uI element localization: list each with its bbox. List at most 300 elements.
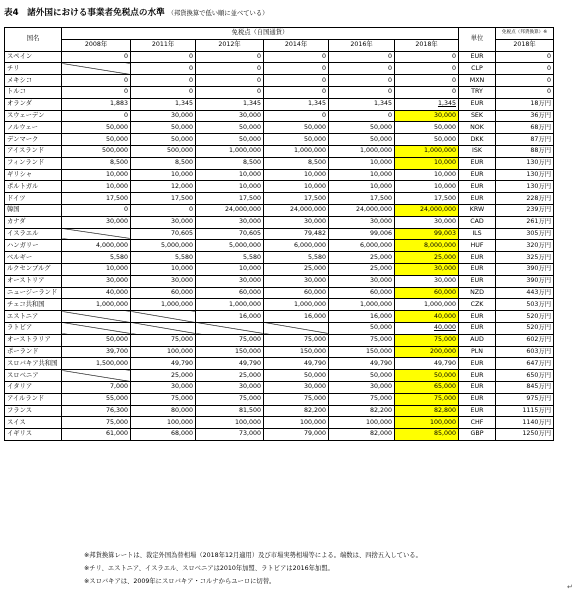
currency-unit: EUR — [459, 169, 496, 181]
threshold-value: 50,000 — [395, 134, 459, 146]
threshold-value: 1,000,000 — [131, 299, 196, 311]
currency-unit: TRY — [459, 86, 496, 98]
threshold-value: 1,345 — [329, 98, 395, 110]
yen-value: 130万円 — [496, 181, 554, 193]
threshold-value: 24,000,000 — [329, 204, 395, 216]
header-yen-year: 2018年 — [496, 39, 554, 51]
threshold-value: 16,000 — [329, 311, 395, 323]
threshold-value: 0 — [329, 63, 395, 75]
threshold-value: 0 — [264, 75, 329, 87]
threshold-value: 10,000 — [62, 181, 131, 193]
threshold-value: 30,000 — [196, 275, 264, 287]
threshold-value: 8,500 — [62, 157, 131, 169]
threshold-value: 49,790 — [395, 358, 459, 370]
na-cell — [196, 322, 264, 334]
threshold-value: 10,000 — [329, 157, 395, 169]
threshold-value: 30,000 — [329, 275, 395, 287]
table-row — [5, 370, 554, 382]
na-cell — [62, 63, 131, 75]
threshold-value: 99,006 — [329, 228, 395, 240]
threshold-value: 10,000 — [196, 263, 264, 275]
threshold-value: 10,000 — [196, 181, 264, 193]
yen-value: 390万円 — [496, 263, 554, 275]
threshold-value: 5,580 — [62, 252, 131, 264]
threshold-value: 75,000 — [131, 393, 196, 405]
threshold-value: 60,000 — [329, 287, 395, 299]
threshold-value: 30,000 — [395, 216, 459, 228]
threshold-value: 75,000 — [196, 334, 264, 346]
threshold-value: 99,003 — [395, 228, 459, 240]
threshold-value: 0 — [395, 51, 459, 63]
currency-unit: PLN — [459, 346, 496, 358]
currency-unit: EUR — [459, 275, 496, 287]
table-row — [5, 429, 554, 441]
threshold-value: 7,000 — [62, 381, 131, 393]
threshold-value: 1,000,000 — [264, 145, 329, 157]
threshold-value: 0 — [264, 86, 329, 98]
threshold-value: 1,500,000 — [62, 358, 131, 370]
threshold-value: 0 — [329, 51, 395, 63]
threshold-value: 0 — [329, 75, 395, 87]
threshold-value: 8,000,000 — [395, 240, 459, 252]
threshold-value: 39,700 — [62, 346, 131, 358]
note-line: ※邦貨換算レートは、裁定外国為替相場（2018年12月適用）及び市場実勢相場等による。端数は、四捨五入している。 — [84, 552, 422, 559]
header-year: 2018年 — [395, 39, 459, 51]
currency-unit: HUF — [459, 240, 496, 252]
yen-value: 845万円 — [496, 381, 554, 393]
threshold-value: 10,000 — [395, 169, 459, 181]
threshold-value: 150,000 — [329, 346, 395, 358]
country-name: ハンガリー — [5, 240, 62, 252]
currency-unit: EUR — [459, 157, 496, 169]
na-cell — [62, 370, 131, 382]
yen-value: 261万円 — [496, 216, 554, 228]
yen-value: 975万円 — [496, 393, 554, 405]
yen-value: 0 — [496, 63, 554, 75]
notes — [84, 549, 422, 588]
yen-value: 0 — [496, 51, 554, 63]
table-row — [5, 240, 554, 252]
threshold-value: 75,000 — [62, 417, 131, 429]
threshold-value: 50,000 — [131, 122, 196, 134]
yen-value: 1115万円 — [496, 405, 554, 417]
threshold-value: 25,000 — [329, 263, 395, 275]
threshold-value: 49,790 — [264, 358, 329, 370]
threshold-value: 100,000 — [395, 417, 459, 429]
threshold-value: 0 — [196, 86, 264, 98]
threshold-value: 10,000 — [131, 169, 196, 181]
threshold-value: 75,000 — [131, 334, 196, 346]
country-name: カナダ — [5, 216, 62, 228]
threshold-value: 50,000 — [131, 134, 196, 146]
threshold-value: 1,000,000 — [264, 299, 329, 311]
threshold-value: 50,000 — [395, 370, 459, 382]
currency-unit: ILS — [459, 228, 496, 240]
country-name: ベルギー — [5, 252, 62, 264]
threshold-value: 30,000 — [329, 381, 395, 393]
table-row — [5, 263, 554, 275]
country-name: ルクセンブルグ — [5, 263, 62, 275]
yen-value: 602万円 — [496, 334, 554, 346]
currency-unit: MXN — [459, 75, 496, 87]
table-row — [5, 157, 554, 169]
threshold-value: 0 — [264, 51, 329, 63]
threshold-value: 0 — [131, 63, 196, 75]
table-row — [5, 193, 554, 205]
yen-value: 647万円 — [496, 358, 554, 370]
threshold-value: 500,000 — [62, 145, 131, 157]
threshold-value: 61,000 — [62, 429, 131, 441]
threshold-value: 6,000,000 — [329, 240, 395, 252]
yen-value: 0 — [496, 86, 554, 98]
threshold-value: 0 — [131, 86, 196, 98]
na-cell — [62, 322, 131, 334]
threshold-value: 17,500 — [395, 193, 459, 205]
country-name: チリ — [5, 63, 62, 75]
threshold-value: 55,000 — [62, 393, 131, 405]
threshold-value: 1,000,000 — [329, 145, 395, 157]
threshold-value: 75,000 — [329, 334, 395, 346]
threshold-value: 50,000 — [264, 134, 329, 146]
table-row — [5, 110, 554, 122]
threshold-value: 0 — [62, 86, 131, 98]
currency-unit: NZD — [459, 287, 496, 299]
country-name: フィンランド — [5, 157, 62, 169]
yen-value: 88万円 — [496, 145, 554, 157]
title-subtitle: （邦貨換算で低い順に並べている） — [167, 10, 269, 17]
threshold-value: 30,000 — [264, 216, 329, 228]
na-cell — [62, 228, 131, 240]
threshold-value: 82,800 — [395, 405, 459, 417]
threshold-value: 0 — [395, 86, 459, 98]
threshold-value: 24,000,000 — [395, 204, 459, 216]
yen-value: 228万円 — [496, 193, 554, 205]
table-row — [5, 122, 554, 134]
currency-unit: CLP — [459, 63, 496, 75]
country-name: ポルトガル — [5, 181, 62, 193]
threshold-value: 40,000 — [395, 311, 459, 323]
threshold-value: 30,000 — [62, 216, 131, 228]
yen-value: 520万円 — [496, 322, 554, 334]
threshold-value: 200,000 — [395, 346, 459, 358]
header-row-1 — [5, 28, 554, 40]
yen-value: 325万円 — [496, 252, 554, 264]
threshold-value: 0 — [196, 75, 264, 87]
threshold-value: 68,000 — [131, 429, 196, 441]
threshold-value: 25,000 — [329, 252, 395, 264]
header-year: 2012年 — [196, 39, 264, 51]
threshold-value: 17,500 — [62, 193, 131, 205]
country-name: イタリア — [5, 381, 62, 393]
currency-unit: EUR — [459, 358, 496, 370]
header-threshold: 免税点（自国通貨） — [62, 28, 459, 40]
threshold-value: 75,000 — [395, 334, 459, 346]
country-name: ノルウェー — [5, 122, 62, 134]
threshold-value: 30,000 — [264, 275, 329, 287]
threshold-value: 75,000 — [264, 393, 329, 405]
country-name: チェコ共和国 — [5, 299, 62, 311]
threshold-value: 30,000 — [196, 110, 264, 122]
threshold-value: 50,000 — [395, 122, 459, 134]
table-row — [5, 311, 554, 323]
threshold-value: 30,000 — [131, 110, 196, 122]
country-name: オーストリア — [5, 275, 62, 287]
table-row — [5, 381, 554, 393]
threshold-value: 25,000 — [131, 370, 196, 382]
threshold-value: 6,000,000 — [264, 240, 329, 252]
threshold-value: 60,000 — [395, 287, 459, 299]
threshold-value: 50,000 — [62, 122, 131, 134]
threshold-value: 1,345 — [264, 98, 329, 110]
na-cell — [131, 311, 196, 323]
threshold-value: 5,000,000 — [196, 240, 264, 252]
currency-unit: SEK — [459, 110, 496, 122]
table-row — [5, 181, 554, 193]
country-name: スペイン — [5, 51, 62, 63]
currency-unit: CAD — [459, 216, 496, 228]
table-row — [5, 299, 554, 311]
threshold-value: 80,000 — [131, 405, 196, 417]
threshold-value: 40,000 — [62, 287, 131, 299]
threshold-value: 17,500 — [329, 193, 395, 205]
note-line: ※チリ、エストニア、イスラエル、スロベニアは2010年加盟、ラトビアは2016年加盟。 — [84, 565, 334, 572]
yen-value: 130万円 — [496, 169, 554, 181]
table-title — [4, 6, 268, 18]
country-name: デンマーク — [5, 134, 62, 146]
threshold-value: 1,000,000 — [395, 299, 459, 311]
threshold-value: 30,000 — [62, 275, 131, 287]
country-name: フランス — [5, 405, 62, 417]
threshold-value: 60,000 — [131, 287, 196, 299]
threshold-value: 10,000 — [329, 181, 395, 193]
threshold-value: 8,500 — [131, 157, 196, 169]
threshold-value: 49,790 — [131, 358, 196, 370]
table-row — [5, 358, 554, 370]
threshold-value: 50,000 — [264, 370, 329, 382]
country-name: アイルランド — [5, 393, 62, 405]
table-row — [5, 393, 554, 405]
threshold-value: 8,500 — [196, 157, 264, 169]
threshold-value: 0 — [131, 204, 196, 216]
threshold-value: 79,000 — [264, 429, 329, 441]
threshold-value: 5,000,000 — [131, 240, 196, 252]
header-year: 2008年 — [62, 39, 131, 51]
country-name: ギリシャ — [5, 169, 62, 181]
currency-unit: EUR — [459, 181, 496, 193]
currency-unit: EUR — [459, 322, 496, 334]
country-name: オランダ — [5, 98, 62, 110]
yen-value: 18万円 — [496, 98, 554, 110]
threshold-value: 1,883 — [62, 98, 131, 110]
threshold-value: 12,000 — [131, 181, 196, 193]
threshold-value: 75,000 — [395, 393, 459, 405]
yen-value: 0 — [496, 75, 554, 87]
yen-value: 650万円 — [496, 370, 554, 382]
threshold-value: 150,000 — [264, 346, 329, 358]
threshold-value: 0 — [196, 51, 264, 63]
threshold-value: 500,000 — [131, 145, 196, 157]
threshold-value: 4,000,000 — [62, 240, 131, 252]
return-mark-icon: ↵ — [567, 583, 573, 591]
threshold-value: 30,000 — [196, 381, 264, 393]
yen-value: 130万円 — [496, 157, 554, 169]
threshold-value: 25,000 — [264, 263, 329, 275]
threshold-value: 85,000 — [395, 429, 459, 441]
threshold-table — [4, 27, 554, 441]
table-row — [5, 145, 554, 157]
threshold-value: 10,000 — [329, 169, 395, 181]
country-name: スロベニア — [5, 370, 62, 382]
yen-value: 239万円 — [496, 204, 554, 216]
table-row — [5, 346, 554, 358]
threshold-value: 1,000,000 — [395, 145, 459, 157]
currency-unit: AUD — [459, 334, 496, 346]
threshold-value: 25,000 — [196, 370, 264, 382]
country-name: ニュージーランド — [5, 287, 62, 299]
note-line: ※スロバキアは、2009年にスロバキア・コルナからユーロに切替。 — [84, 578, 276, 585]
table-row — [5, 134, 554, 146]
country-name: トルコ — [5, 86, 62, 98]
threshold-value: 73,000 — [196, 429, 264, 441]
threshold-value: 65,000 — [395, 381, 459, 393]
country-name: エストニア — [5, 311, 62, 323]
threshold-value: 50,000 — [329, 122, 395, 134]
threshold-value: 60,000 — [196, 287, 264, 299]
threshold-value: 50,000 — [196, 122, 264, 134]
threshold-value: 0 — [395, 75, 459, 87]
threshold-value: 0 — [329, 110, 395, 122]
threshold-value: 49,790 — [196, 358, 264, 370]
threshold-value: 17,500 — [196, 193, 264, 205]
threshold-value: 10,000 — [62, 263, 131, 275]
threshold-value: 17,500 — [264, 193, 329, 205]
threshold-value: 10,000 — [395, 157, 459, 169]
table-row — [5, 216, 554, 228]
threshold-value: 10,000 — [264, 181, 329, 193]
table-row — [5, 169, 554, 181]
threshold-value: 100,000 — [264, 417, 329, 429]
threshold-value: 10,000 — [395, 181, 459, 193]
threshold-value: 30,000 — [131, 275, 196, 287]
header-country: 国名 — [5, 28, 62, 52]
table-row — [5, 63, 554, 75]
threshold-value: 10,000 — [62, 169, 131, 181]
threshold-value: 1,345 — [196, 98, 264, 110]
threshold-value: 24,000,000 — [196, 204, 264, 216]
yen-value: 443万円 — [496, 287, 554, 299]
table-row — [5, 417, 554, 429]
table-row — [5, 275, 554, 287]
threshold-value: 70,605 — [196, 228, 264, 240]
threshold-value: 1,000,000 — [196, 299, 264, 311]
threshold-value: 100,000 — [329, 417, 395, 429]
threshold-value: 10,000 — [264, 169, 329, 181]
threshold-value: 75,000 — [329, 393, 395, 405]
threshold-value: 0 — [264, 63, 329, 75]
threshold-value: 30,000 — [131, 381, 196, 393]
currency-unit: EUR — [459, 263, 496, 275]
currency-unit: DKK — [459, 134, 496, 146]
threshold-value: 50,000 — [329, 370, 395, 382]
threshold-value: 49,790 — [329, 358, 395, 370]
yen-value: 68万円 — [496, 122, 554, 134]
threshold-value: 82,200 — [264, 405, 329, 417]
table-row — [5, 252, 554, 264]
threshold-value: 40,000 — [395, 322, 459, 334]
table-row — [5, 51, 554, 63]
country-name: イスラエル — [5, 228, 62, 240]
threshold-value: 1,345 — [131, 98, 196, 110]
currency-unit: KRW — [459, 204, 496, 216]
threshold-value: 5,580 — [264, 252, 329, 264]
threshold-value: 1,345 — [395, 98, 459, 110]
table-row — [5, 75, 554, 87]
threshold-value: 82,200 — [329, 405, 395, 417]
threshold-value: 79,482 — [264, 228, 329, 240]
threshold-value: 50,000 — [264, 122, 329, 134]
threshold-value: 75,000 — [196, 393, 264, 405]
table-row — [5, 334, 554, 346]
threshold-value: 30,000 — [329, 216, 395, 228]
threshold-value: 1,000,000 — [196, 145, 264, 157]
currency-unit: EUR — [459, 51, 496, 63]
threshold-value: 10,000 — [196, 169, 264, 181]
threshold-value: 8,500 — [264, 157, 329, 169]
table-row — [5, 86, 554, 98]
threshold-value: 30,000 — [395, 263, 459, 275]
table-row — [5, 322, 554, 334]
threshold-value: 0 — [62, 51, 131, 63]
threshold-value: 0 — [62, 204, 131, 216]
threshold-value: 0 — [196, 63, 264, 75]
threshold-value: 50,000 — [196, 134, 264, 146]
yen-value: 1140万円 — [496, 417, 554, 429]
threshold-value: 30,000 — [395, 275, 459, 287]
yen-value: 520万円 — [496, 311, 554, 323]
currency-unit: CZK — [459, 299, 496, 311]
threshold-value: 75,000 — [264, 334, 329, 346]
country-name: イギリス — [5, 429, 62, 441]
country-name: ラトビア — [5, 322, 62, 334]
currency-unit: ISK — [459, 145, 496, 157]
country-name: スイス — [5, 417, 62, 429]
threshold-value: 0 — [395, 63, 459, 75]
threshold-value: 30,000 — [264, 381, 329, 393]
threshold-value: 0 — [131, 75, 196, 87]
threshold-value: 16,000 — [196, 311, 264, 323]
currency-unit: EUR — [459, 370, 496, 382]
currency-unit: EUR — [459, 193, 496, 205]
currency-unit: EUR — [459, 405, 496, 417]
country-name: 韓国 — [5, 204, 62, 216]
country-name: ドイツ — [5, 193, 62, 205]
country-name: スロバキア共和国 — [5, 358, 62, 370]
currency-unit: EUR — [459, 311, 496, 323]
threshold-value: 24,000,000 — [264, 204, 329, 216]
na-cell — [62, 311, 131, 323]
threshold-value: 25,000 — [395, 252, 459, 264]
threshold-value: 76,300 — [62, 405, 131, 417]
header-unit: 単位 — [459, 28, 496, 52]
yen-value: 390万円 — [496, 275, 554, 287]
na-cell — [264, 322, 329, 334]
country-name: メキシコ — [5, 75, 62, 87]
threshold-value: 50,000 — [329, 322, 395, 334]
country-name: オーストラリア — [5, 334, 62, 346]
header-year: 2016年 — [329, 39, 395, 51]
threshold-value: 150,000 — [196, 346, 264, 358]
threshold-value: 5,580 — [131, 252, 196, 264]
